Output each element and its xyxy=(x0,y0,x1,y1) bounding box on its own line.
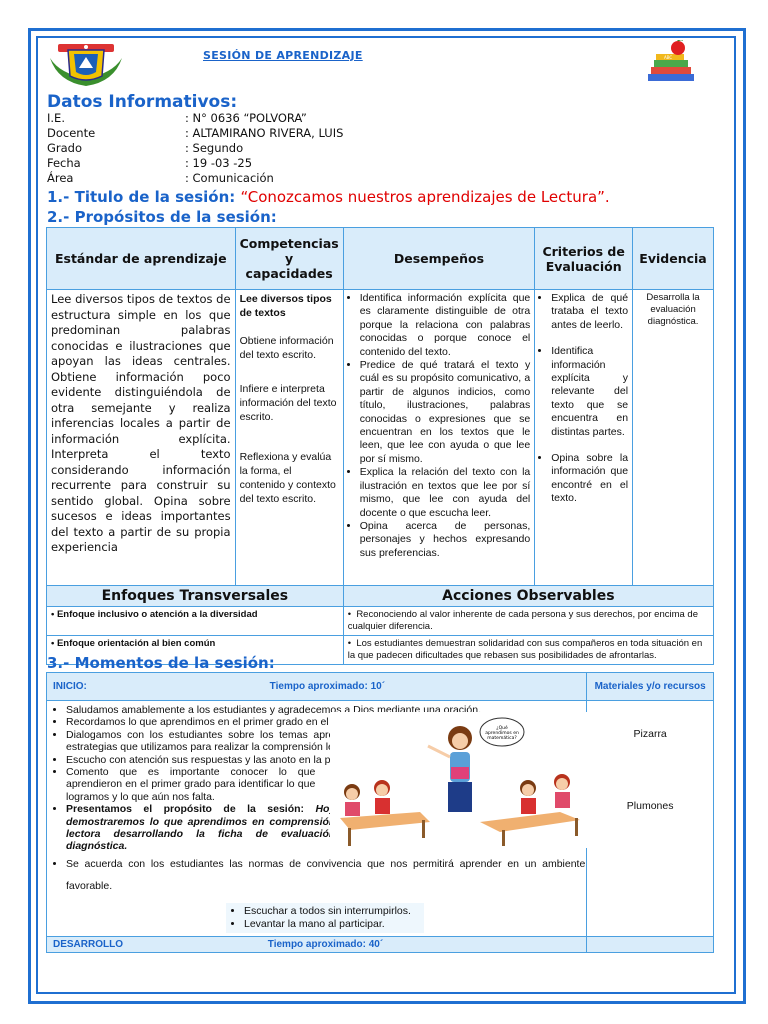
session-title-line: 1.- Titulo de la sesión: “Conozcamos nuestros aprendizajes de Lectura”. xyxy=(47,188,610,206)
speech-bubble-text: ¿Qué aprendimos en matemática? xyxy=(485,726,519,741)
classroom-illustration xyxy=(330,712,600,848)
inicio-item: • Escucho con atención sus respuestas y las anoto en la pizarra. xyxy=(66,754,585,766)
info-row-ie: I.E. : N° 0636 “POLVORA” xyxy=(47,111,307,125)
desempeno-item: • Identifica información explícita que es claramente distinguible de otra porque la relaciona con palabras conocidas o porque conoce el contenido del texto. xyxy=(360,292,531,359)
capacidad-item: Obtiene información del texto escrito. xyxy=(239,335,334,361)
datos-heading: Datos Informativos: xyxy=(47,92,238,112)
capacidad-item: Infiere e interpreta información del texto escrito. xyxy=(239,383,337,423)
info-row-fecha: Fecha : 19 -03 -25 xyxy=(47,156,253,170)
enfoque-row: • Enfoque inclusivo o atención a la diversidad xyxy=(47,607,344,636)
inicio-time: Tiempo aproximado: 10´ xyxy=(269,681,386,692)
header-criterios: Criterios de Evaluación xyxy=(535,228,633,290)
norma-item: • Escuchar a todos sin interrumpirlos. xyxy=(244,905,424,918)
criterio-item: • Explica de qué trataba el texto antes de leerlo. xyxy=(551,292,628,332)
info-row-area: Área : Comunicación xyxy=(47,171,274,185)
inicio-item: • Recordamos lo que aprendimos en el primer grado en el área de comunicación. xyxy=(66,716,585,728)
estandar-cell: Lee diversos tipos de textos de estructura simple en los que predominan palabras conocidas e ilustraciones que apoyan las ideas centrales. Obtiene información poco evidente distinguiéndola de otra semejante y realiza inferencias locales a partir de información explícita. Interpreta el texto considerando información recurrente para construir su sentido global. Opina sobre sucesos e ideas importantes del texto a partir de su propia experiencia xyxy=(47,290,236,586)
acciones-heading: Acciones Observables xyxy=(343,586,713,607)
accion-row: • Reconociendo al valor inherente de cada persona y sus derechos, por encima de cualquier diferencia. xyxy=(343,607,713,636)
inicio-item: • Comento que es importante conocer lo que aprendieron en el primer grado para identificar lo que logramos y lo que aún nos falta. xyxy=(66,766,585,803)
session-title-value: “Conozcamos nuestros aprendizajes de Lectura”. xyxy=(240,188,610,206)
info-row-docente: Docente : ALTAMIRANO RIVERA, LUIS xyxy=(47,126,344,140)
inicio-header xyxy=(47,673,587,701)
header-estandar: Estándar de aprendizaje xyxy=(47,228,236,290)
criterio-item: • Opina sobre la información que encontré en el texto. xyxy=(551,452,628,506)
materiales-cell xyxy=(587,701,714,937)
inicio-label: INICIO: xyxy=(53,681,87,692)
desarrollo-time: Tiempo aproximado: 40´ xyxy=(267,939,384,950)
header-desempenos: Desempeños xyxy=(343,228,535,290)
inicio-item: • Dialogamos con los estudiantes sobre los temas aprendidos y las estrategias que utilizamos para realizar la comprensión lectora. xyxy=(66,729,585,754)
propositos-heading: 2.- Propósitos de la sesión: xyxy=(47,208,277,226)
competencias-cell xyxy=(235,290,343,586)
criterios-cell xyxy=(535,290,633,586)
desempenos-cell xyxy=(343,290,535,586)
desarrollo-label: DESARROLLO xyxy=(53,939,123,950)
enfoques-heading: Enfoques Transversales xyxy=(47,586,344,607)
evidencia-cell: Desarrolla la evaluación diagnóstica. xyxy=(633,290,714,586)
svg-text:ABC: ABC xyxy=(664,55,673,60)
inicio-item: • Saludamos amablemente a los estudiantes y agradecemos a Dios mediante una oración. xyxy=(66,704,585,716)
desarrollo-materiales xyxy=(587,937,714,953)
info-row-grado: Grado : Segundo xyxy=(47,141,244,155)
capacidad-item: Reflexiona y evalúa la forma, el contenido y contexto del texto escrito. xyxy=(239,451,336,505)
desempeno-item: • Explica la relación del texto con la ilustración en textos que lee por sí mismo, que lee con ayuda del docente o que escucha leer. xyxy=(360,466,531,520)
inicio-item: • Presentamos el propósito de la sesión: Hoy demostraremos lo que aprendimos en comprensión lectora desarrollando la ficha de evaluación diagnóstica. xyxy=(66,803,585,853)
accion-row: • Los estudiantes demuestran solidaridad con sus compañeros en toda situación en la que padecen dificultades que rebasen sus posibilidades de afrontarlas. xyxy=(343,636,713,665)
school-crest-logo xyxy=(46,38,126,88)
desempeno-item: • Predice de qué tratará el texto y cuál es su propósito comunicativo, a partir de algunos indicios, como título, ilustraciones, palabras conocidas o expresiones que se encuentran en los textos que le leen, que lee con ayuda o que lee por sí mismo. xyxy=(360,359,531,466)
material-item: Plumones xyxy=(626,800,674,812)
normas-list xyxy=(226,903,424,933)
page-title: SESIÓN DE APRENDIZAJE xyxy=(203,49,363,62)
criterio-item: • Identifica información explícita y relevante del texto que se encuentra en distintas partes. xyxy=(551,345,628,439)
inicio-item: • Se acuerda con los estudiantes las normas de convivencia que nos permitirá aprender en un ambiente favorable. xyxy=(66,853,585,897)
desarrollo-header xyxy=(47,937,587,953)
books-apple-icon xyxy=(642,40,700,84)
desempeno-item: • Opina acerca de personas, personajes y hechos expresando sus preferencias. xyxy=(360,520,531,560)
header-competencias: Competencias y capacidades xyxy=(235,228,343,290)
momentos-heading: 3.- Momentos de la sesión: xyxy=(47,654,275,672)
competencia-title: Lee diversos tipos de textos xyxy=(239,293,332,319)
material-item: Pizarra xyxy=(633,728,667,740)
enfoque-row: • Enfoque orientación al bien común xyxy=(47,636,344,665)
norma-item: • Levantar la mano al participar. xyxy=(244,918,424,931)
materiales-header: Materiales y/o recursos xyxy=(587,673,714,701)
propositos-table xyxy=(46,227,714,665)
header-evidencia: Evidencia xyxy=(633,228,714,290)
